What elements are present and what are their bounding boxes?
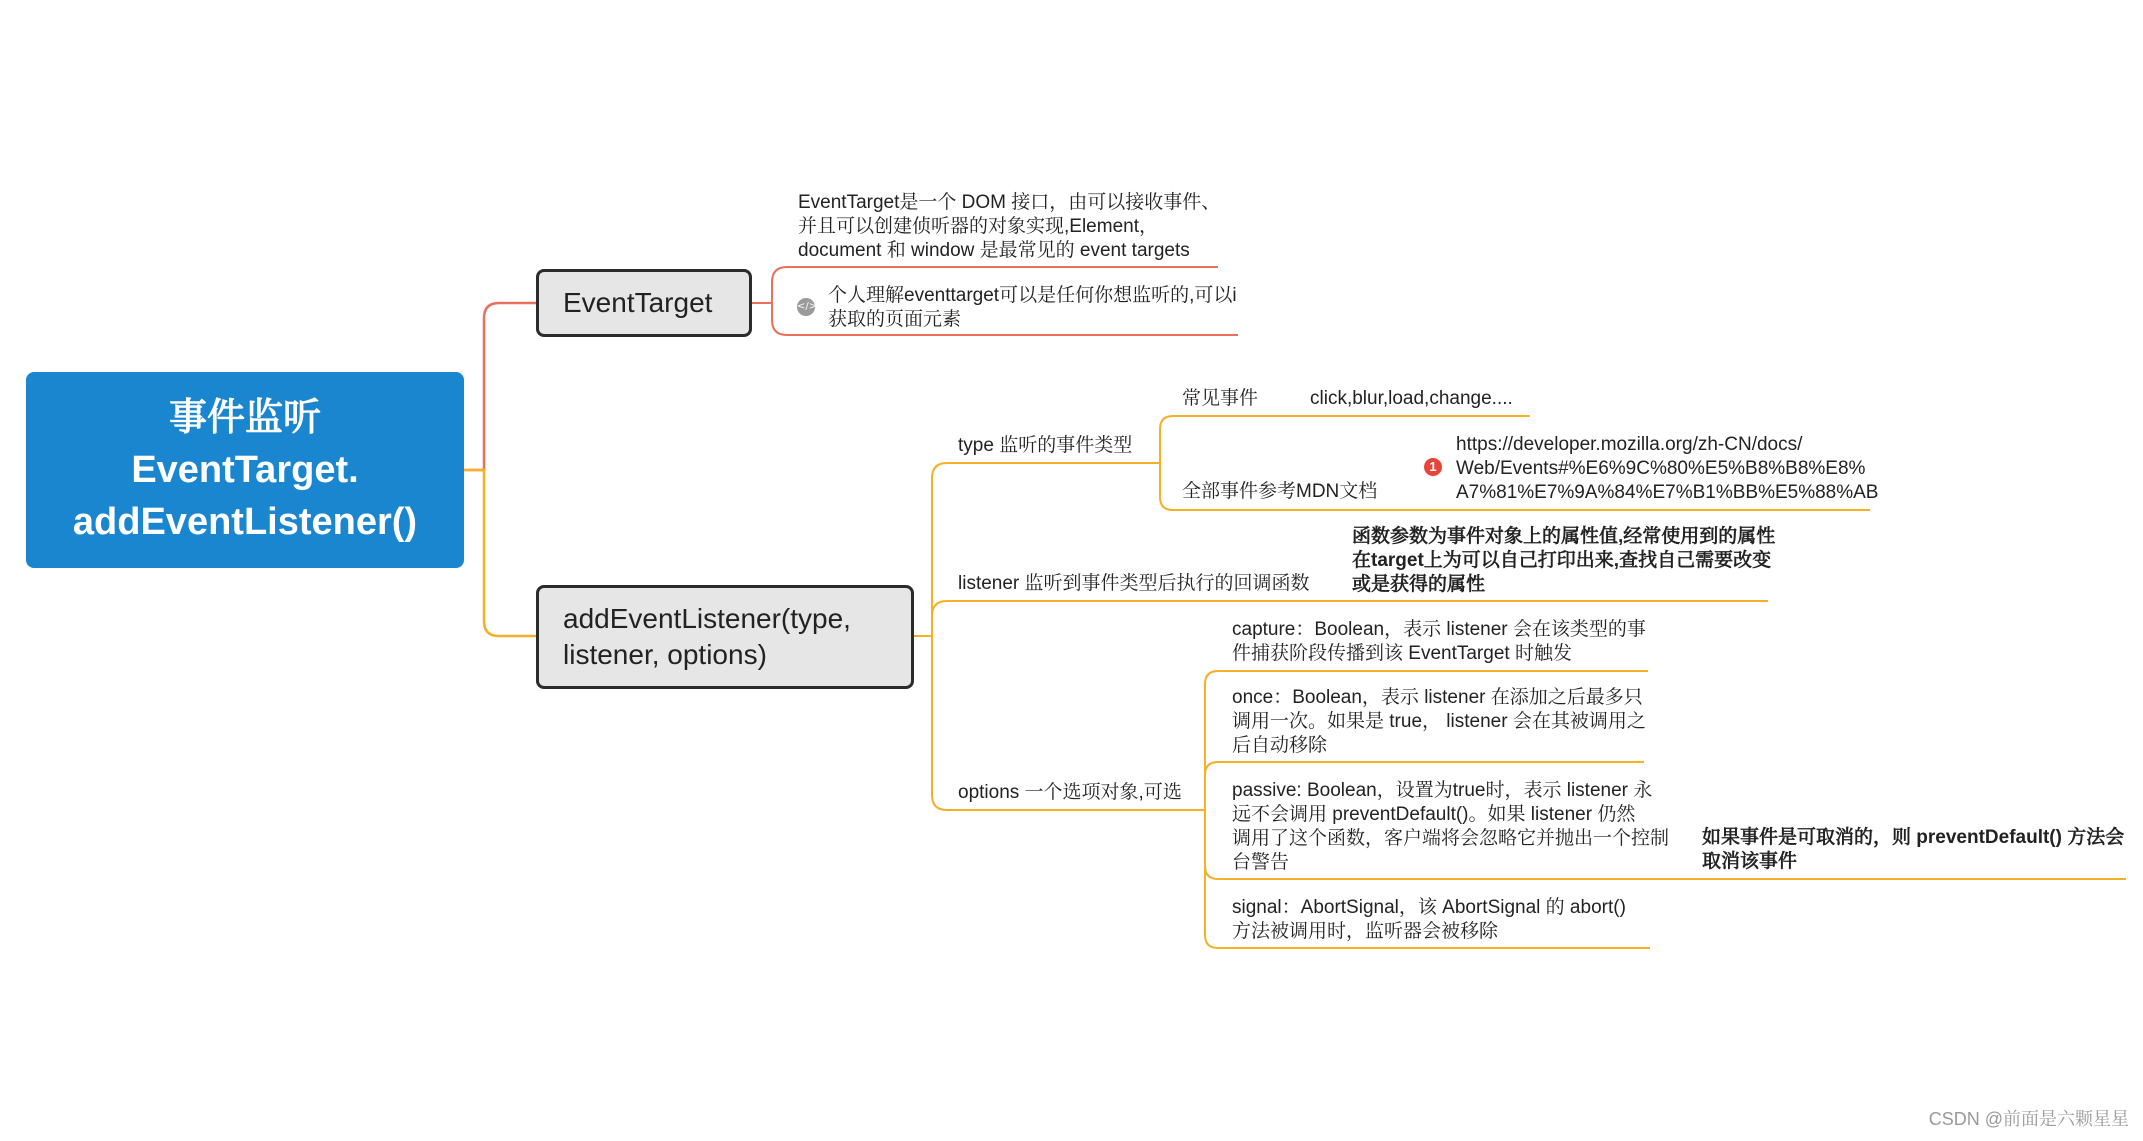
addlistener-node[interactable] [536,585,914,689]
addlistener-label-2: listener, options) [563,639,767,670]
type-common-label: 常见事件 [1182,388,1259,409]
option-capture-2: 件捕获阶段传播到该 EventTarget 时触发 [1232,643,1572,664]
eventtarget-desc-1: EventTarget是一个 DOM 接口，由可以接收事件、 [798,192,1221,213]
eventtarget-desc-3: document 和 window 是最常见的 event targets [798,240,1190,261]
options-label: options 一个选项对象,可选 [958,782,1182,803]
option-once-3: 后自动移除 [1232,735,1328,756]
listener-desc-3: 或是获得的属性 [1352,574,1486,595]
watermark-footer: CSDN @前面是六颗星星 [1928,1109,2129,1129]
eventtarget-note-1: 个人理解eventtarget可以是任何你想监听的,可以i [828,285,1237,306]
root-subtitle-1: EventTarget. [131,449,359,491]
option-passive-1: passive: Boolean，设置为true时，表示 listener 永 [1232,780,1653,801]
connector-root-eventtarget [464,303,536,470]
root-node[interactable] [26,372,464,568]
option-passive-2: 远不会调用 preventDefault()。如果 listener 仍然 [1232,804,1636,825]
option-passive-3: 调用了这个函数，客户端将会忽略它并抛出一个控制 [1232,828,1670,849]
option-capture-1: capture：Boolean，表示 listener 会在该类型的事 [1232,619,1646,640]
option-once-1: once：Boolean，表示 listener 在添加之后最多只 [1232,687,1643,708]
connector-root-addlistener [464,470,536,636]
passive-note-2: 取消该事件 [1702,851,1798,872]
note-icon: </> [797,298,815,316]
option-signal-1: signal：AbortSignal，该 AbortSignal 的 abort() [1232,897,1626,918]
link-badge-icon[interactable]: 1 [1424,458,1442,476]
listener-desc-1: 函数参数为事件对象上的属性值,经常使用到的属性 [1352,526,1776,547]
type-label: type 监听的事件类型 [958,435,1133,456]
option-once-2: 调用一次。如果是 true， listener 会在其被调用之 [1232,711,1646,732]
option-signal-2: 方法被调用时，监听器会被移除 [1232,921,1499,942]
eventtarget-desc-2: 并且可以创建侦听器的对象实现,Element， [798,216,1158,237]
eventtarget-node[interactable] [536,269,752,337]
option-passive-4: 台警告 [1232,852,1290,873]
type-common-value: click,blur,load,change.... [1310,388,1513,409]
eventtarget-label: EventTarget [563,287,713,318]
mdn-url-2[interactable]: Web/Events#%E6%9C%80%E5%B8%B8%E8% [1456,458,1866,479]
root-title: 事件监听 [168,397,321,439]
passive-note-1: 如果事件是可取消的，则 preventDefault() 方法会 [1702,827,2125,848]
root-subtitle-2: addEventListener() [72,501,418,543]
listener-label: listener 监听到事件类型后执行的回调函数 [958,573,1310,594]
connector-addlistener-type [914,463,1155,636]
eventtarget-note-2: 获取的页面元素 [828,309,962,330]
mdn-url-1[interactable]: https://developer.mozilla.org/zh-CN/docs/ [1456,434,1803,455]
type-mdn-label: 全部事件参考MDN文档 [1182,481,1378,502]
mdn-url-3[interactable]: A7%81%E7%9A%84%E7%B1%BB%E5%88%AB [1456,482,1879,503]
addlistener-label-1: addEventListener(type, [563,603,851,634]
listener-desc-2: 在target上为可以自己打印出来,查找自己需要改变 [1352,550,1772,571]
